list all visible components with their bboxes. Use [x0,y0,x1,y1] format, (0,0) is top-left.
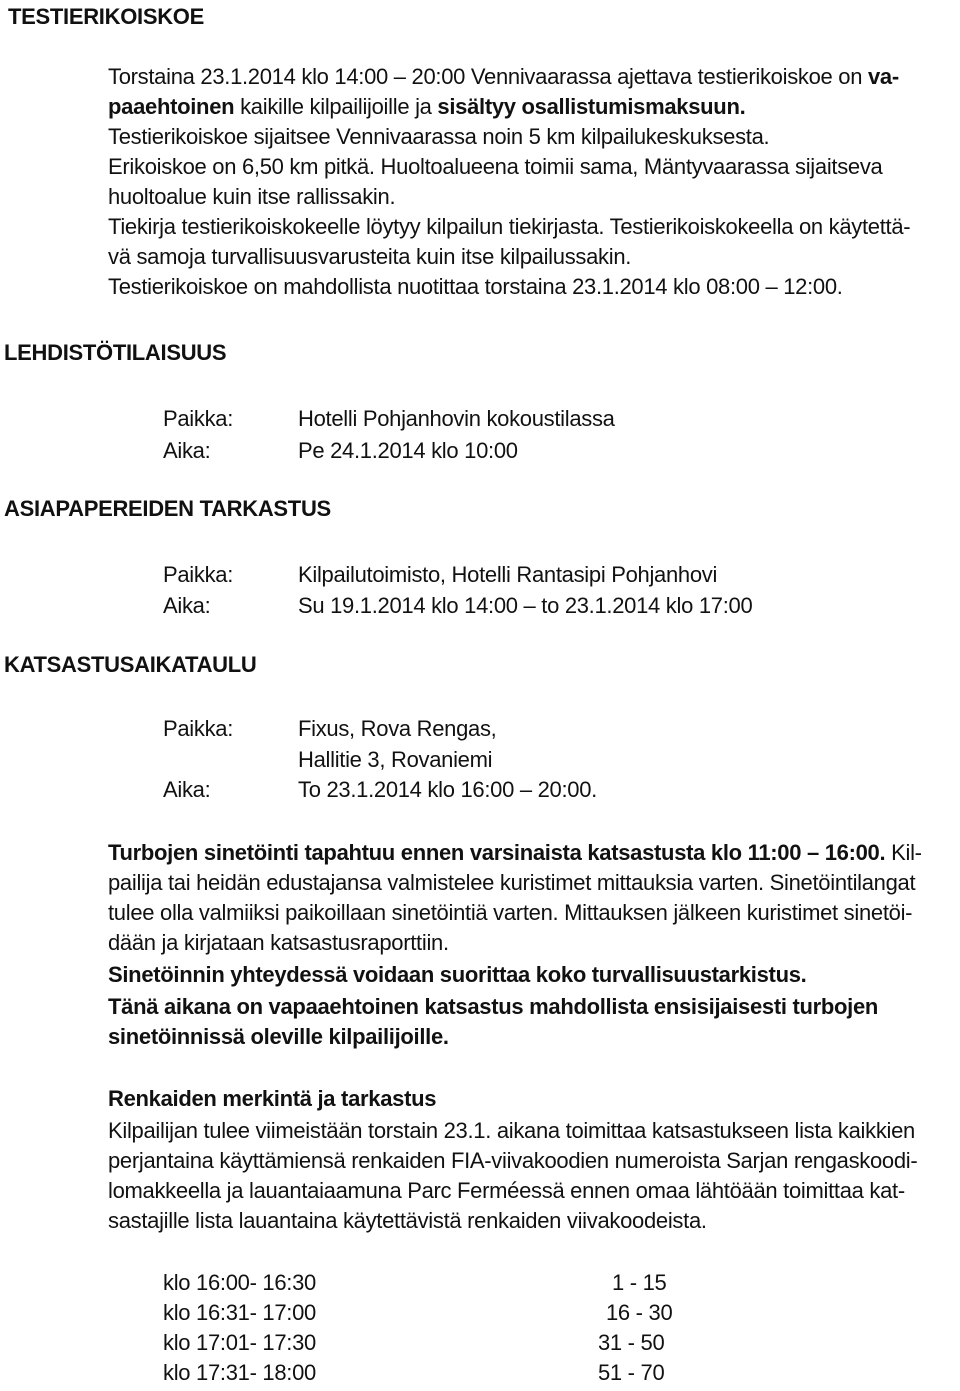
bold-span: va- [867,64,899,89]
schedule-time: klo 16:31- 17:00 [163,1300,316,1325]
paragraph-line [108,838,922,868]
paragraph-line: Sinetöinnin yhteydessä voidaan suorittaa koko turvallisuustarkistus. [108,962,807,987]
time-value: Su 19.1.2014 klo 14:00 – to 23.1.2014 klo 17:00 [298,593,753,618]
text-span: Kil- [885,840,922,865]
place-value: Hotelli Pohjanhovin kokoustilassa [298,406,615,431]
paragraph-line: lomakkeella ja lauantaiaamuna Parc Ferméessä ennen omaa lähtöään toimittaa kat- [108,1178,905,1203]
place-label: Paikka: [163,406,234,431]
schedule-time: klo 17:31- 18:00 [163,1360,316,1385]
place-label: Paikka: [163,562,234,587]
section-heading-lehdistotilaisuus: LEHDISTÖTILAISUUS [4,340,227,365]
paragraph-line: huoltoalue kuin itse rallissakin. [108,184,396,209]
schedule-numbers: 51 - 70 [598,1360,665,1385]
paragraph-line [108,62,899,92]
schedule-numbers: 1 - 15 [612,1270,667,1295]
text-span: Torstaina 23.1.2014 klo 14:00 – 20:00 Vennivaarassa ajettava testierikoiskoe on [108,64,868,89]
place-value: Fixus, Rova Rengas, [298,716,497,741]
paragraph-line: Tiekirja testierikoiskokeelle löytyy kilpailun tiekirjasta. Testierikoiskokeella on käytettä- [108,214,911,239]
time-value: To 23.1.2014 klo 16:00 – 20:00. [298,777,597,802]
paragraph-line: sastajille lista lauantaina käytettävistä renkaiden viivakoodeista. [108,1208,707,1233]
time-value: Pe 24.1.2014 klo 10:00 [298,438,518,463]
time-label: Aika: [163,438,211,463]
paragraph-line: Tänä aikana on vapaaehtoinen katsastus mahdollista ensisijaisesti turbojen [108,994,879,1019]
schedule-numbers: 16 - 30 [606,1300,673,1325]
paragraph-line: Kilpailijan tulee viimeistään torstain 23.1. aikana toimittaa katsastukseen lista kaikkien [108,1118,915,1143]
place-label: Paikka: [163,716,234,741]
time-label: Aika: [163,777,211,802]
place-value: Kilpailutoimisto, Hotelli Rantasipi Pohjanhovi [298,562,718,587]
bold-span: Turbojen sinetöinti tapahtuu ennen varsinaista katsastusta klo 11:00 – 16:00. [108,840,886,865]
paragraph-line: dään ja kirjataan katsastusraporttiin. [108,930,449,955]
bold-span: paaehtoinen [108,94,235,119]
section-heading-testierikoiskoe: TESTIERIKOISKOE [8,4,204,29]
bold-span: sisältyy osallistumismaksuun. [437,94,746,119]
paragraph-line: Testierikoiskoe sijaitsee Vennivaarassa noin 5 km kilpailukeskuksesta. [108,124,770,149]
paragraph-line: tulee olla valmiiksi paikoillaan sinetöintiä varten. Mittauksen jälkeen kuristimet sinetöi- [108,900,913,925]
section-heading-katsastus: KATSASTUSAIKATAULU [4,652,257,677]
schedule-time: klo 16:00- 16:30 [163,1270,316,1295]
schedule-numbers: 31 - 50 [598,1330,665,1355]
paragraph-line: pailija tai heidän edustajansa valmistelee kuristimet mittauksia varten. Sinetöintilangat [108,870,916,895]
paragraph-line: perjantaina käyttämiensä renkaiden FIA-viivakoodien numeroista Sarjan rengaskoodi- [108,1148,918,1173]
section-heading-asiapapereiden: ASIAPAPEREIDEN TARKASTUS [4,496,331,521]
time-label: Aika: [163,593,211,618]
place-value: Hallitie 3, Rovaniemi [298,747,493,772]
paragraph-line: Testierikoiskoe on mahdollista nuotittaa torstaina 23.1.2014 klo 08:00 – 12:00. [108,274,843,299]
text-span: kaikille kilpailijoille ja [234,94,438,119]
paragraph-line [108,92,745,122]
section-heading-renkaat: Renkaiden merkintä ja tarkastus [108,1086,437,1111]
schedule-time: klo 17:01- 17:30 [163,1330,316,1355]
paragraph-line: sinetöinnissä oleville kilpailijoille. [108,1024,449,1049]
paragraph-line: vä samoja turvallisuusvarusteita kuin itse kilpailussakin. [108,244,632,269]
paragraph-line: Erikoiskoe on 6,50 km pitkä. Huoltoalueena toimii sama, Mäntyvaarassa sijaitseva [108,154,883,179]
